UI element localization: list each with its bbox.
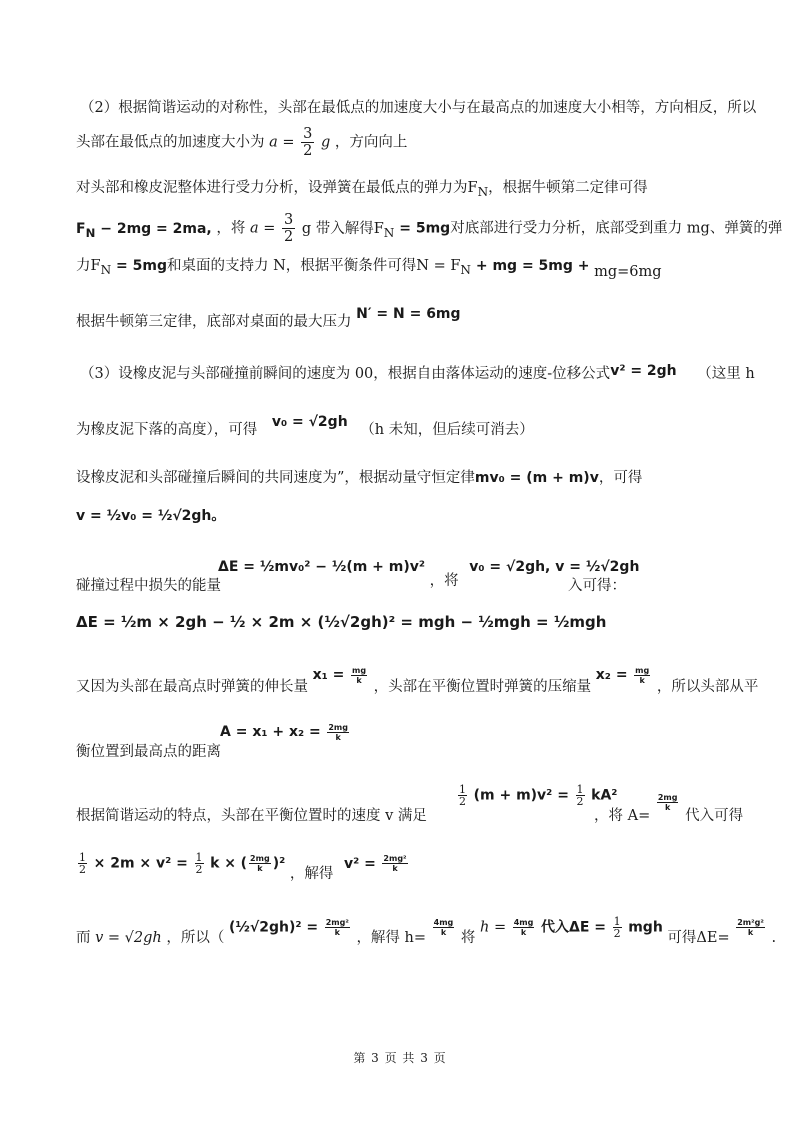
fraction-1-2: [78, 852, 87, 875]
formula: [76, 220, 212, 240]
fraction-2mg-k: [249, 854, 271, 873]
energy-loss-equation: ΔE = ½m × 2gh − ½ × 2m × (½√2gh)² = mgh − ½mgh = ½mgh: [76, 613, 607, 631]
text: （h 未知，但后续可消去）: [360, 422, 534, 438]
text: ，将: [216, 220, 246, 237]
numerator: 2mg: [328, 722, 348, 732]
numerator: 2mg²: [325, 918, 349, 927]
text: 可得ΔE=: [667, 929, 730, 946]
text: ，将: [429, 573, 459, 589]
text: ，解得 h=: [356, 929, 427, 946]
velocity-result: v = ½v₀ = ½√2gh。: [76, 508, 226, 524]
text: [301, 220, 395, 240]
numerator: 4mg: [433, 918, 454, 927]
text: 根据牛顿第三定律，底部对桌面的最大压力: [76, 314, 352, 330]
numerator: 2mg²: [383, 854, 407, 863]
text: 根据简谐运动的特点，头部在平衡位置时的速度 v 满足: [76, 808, 427, 824]
formula: v₀ = √2gh, v = ½√2gh: [469, 559, 640, 575]
denominator: 2: [459, 795, 466, 808]
fraction-1-2: [458, 784, 467, 807]
formula: v₀ = √2gh: [271, 414, 348, 430]
text: F: [76, 220, 86, 237]
subscript: N: [85, 225, 96, 240]
numerator: 2mg: [250, 854, 270, 863]
formula: )²: [272, 855, 286, 872]
formula: (½√2gh)² =: [228, 919, 319, 936]
subscript: N: [100, 262, 112, 277]
formula: 代入ΔE =: [540, 919, 606, 936]
text: 头部在最低点的加速度大小为: [76, 134, 265, 151]
fraction-3-2: [301, 126, 314, 159]
formula-a: a =: [269, 134, 295, 151]
velocity-solve-line: [76, 851, 410, 882]
formula: ΔE = ½mv₀² − ½(m + m)v²: [218, 559, 426, 575]
numerator: mg: [635, 665, 650, 675]
formula: k ×: [210, 855, 237, 872]
fraction-1-2: [195, 852, 204, 875]
numerator: 4mg: [513, 918, 534, 927]
amplitude-label: 衡位置到最高点的距离: [76, 744, 221, 760]
denominator: k: [392, 864, 398, 873]
formula: mgh: [628, 919, 663, 936]
text: 又因为头部在最高点时弹簧的伸长量: [76, 679, 308, 695]
denominator: 2: [195, 863, 203, 876]
subscript: N: [460, 262, 471, 277]
denominator: 2: [283, 229, 294, 245]
newton-law-line: [76, 212, 782, 245]
page-footer: 第 3 页 共 3 页: [353, 1051, 447, 1065]
final-line: [76, 915, 777, 946]
text: （3）设橡皮泥与头部碰撞前瞬间的速度为 00，根据自由落体运动的速度-位移公式: [80, 366, 611, 382]
text: ，方向向上: [334, 134, 408, 151]
shm-line: [76, 806, 427, 826]
formula: h =: [480, 919, 507, 936]
formula-a: a =: [249, 220, 276, 237]
text: − 2mg = 2ma,: [95, 220, 212, 237]
text: ，根据牛顿第二定律可得: [488, 180, 648, 196]
third-law-line: [76, 306, 461, 332]
text: 对底部进行受力分析，底部受到重力 mg、弹簧的弹: [450, 220, 783, 237]
text: ，解得: [289, 865, 334, 882]
denominator: k: [639, 675, 645, 685]
text: 力F: [76, 258, 101, 274]
text: 设橡皮泥和头部碰撞后瞬间的共同速度为”，根据动量守恒定律: [76, 470, 475, 486]
text: ，所以（: [166, 929, 225, 946]
fraction-3-2: [282, 212, 295, 245]
text: 而: [76, 929, 91, 946]
fraction-2mg-k: [327, 723, 349, 742]
text: g 带入解得F: [301, 220, 384, 237]
paragraph-3-line-2: [76, 414, 534, 440]
subscript: N: [477, 184, 489, 199]
fraction-2m2g2-k: [736, 918, 765, 937]
formula: v² =: [343, 855, 376, 872]
denominator: k: [356, 675, 362, 685]
fraction-4mg-k: [433, 918, 455, 937]
denominator: k: [440, 928, 447, 937]
text: ，可得: [598, 470, 643, 486]
numerator: 2mg: [657, 792, 678, 802]
text: （这里 h: [697, 366, 755, 382]
formula: (m + m)v² =: [473, 787, 569, 804]
fraction-2mg2-k: [382, 854, 407, 873]
numerator: 3: [283, 212, 294, 228]
formula: kA²: [591, 787, 618, 804]
text: ，将 A=: [594, 808, 651, 824]
numerator: 1: [195, 851, 203, 864]
fraction-mg-k: [634, 666, 650, 685]
paragraph-2-line-2: [76, 126, 407, 159]
formula: × 2m × v² =: [93, 855, 188, 872]
balance-line: [76, 256, 662, 280]
formula-g: g: [320, 134, 331, 151]
formula: x₂ =: [595, 667, 628, 683]
amplitude-formula: [220, 722, 351, 742]
energy-loss-tail: 入可得：: [568, 578, 626, 594]
momentum-line: [76, 468, 642, 488]
text: mg=6mg: [594, 264, 662, 280]
text: 代入可得: [685, 808, 744, 824]
denominator: 2: [613, 927, 621, 940]
fraction-2mg2-k: [325, 918, 350, 937]
elongation-line: [76, 665, 759, 695]
text: 将: [460, 929, 476, 946]
formula: N′ = N = 6mg: [356, 306, 461, 322]
formula: mv₀ = (m + m)v: [474, 470, 599, 486]
formula: v² = 2gh: [610, 363, 677, 379]
text: ，所以头部从平: [656, 679, 759, 695]
fraction-4mg-k: [513, 918, 535, 937]
formula: = 5mg: [111, 258, 167, 274]
denominator: 2: [303, 143, 313, 159]
numerator: mg: [352, 665, 367, 675]
numerator: 1: [79, 851, 86, 864]
text: ，头部在平衡位置时弹簧的压缩量: [373, 679, 592, 695]
paragraph-2-line-1: （2）根据简谐运动的对称性，头部在最低点的加速度大小与在最高点的加速度大小相等，方向相反，所以: [80, 100, 757, 116]
numerator: 1: [613, 915, 621, 928]
paragraph-3-line-1: [80, 364, 755, 384]
text: 和桌面的支持力 N，根据平衡条件可得N = F: [166, 258, 461, 274]
formula: + mg = 5mg +: [470, 258, 590, 274]
text: 对头部和橡皮泥整体进行受力分析，设弹簧在最低点的弹力为F: [76, 180, 478, 196]
subscript: N: [383, 225, 395, 240]
shm-energy-formula: [456, 784, 617, 807]
text: .: [771, 929, 777, 946]
numerator: 1: [576, 783, 584, 796]
energy-loss-label: 碰撞过程中损失的能量: [76, 578, 221, 594]
formula: = 5mg: [394, 220, 451, 237]
denominator: k: [665, 802, 671, 812]
denominator: 2: [576, 795, 584, 808]
denominator: k: [520, 928, 527, 937]
denominator: k: [335, 732, 341, 742]
fraction-2mg-k: [657, 793, 679, 812]
denominator: k: [747, 928, 754, 937]
fraction-1-2: [576, 784, 585, 807]
formula: A = x₁ + x₂ =: [220, 724, 321, 740]
fraction-mg-k: [351, 666, 367, 685]
numerator: 3: [303, 126, 313, 142]
force-analysis-line: [76, 178, 648, 202]
denominator: 2: [79, 863, 86, 876]
numerator: 2m²g²: [737, 918, 764, 927]
text: 为橡皮泥下落的高度），可得: [76, 422, 258, 438]
formula: x₁ =: [312, 667, 345, 683]
denominator: k: [334, 928, 340, 937]
formula: (: [240, 855, 248, 872]
formula: v = √2gh: [95, 929, 162, 946]
denominator: k: [257, 864, 263, 873]
numerator: 1: [459, 783, 466, 796]
fraction-1-2: [613, 916, 622, 939]
